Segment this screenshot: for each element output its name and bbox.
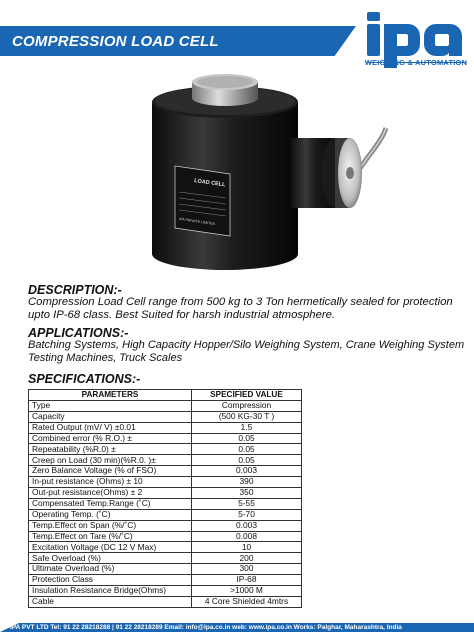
parameter-cell: Compensated Temp.Range (˚C)	[29, 498, 192, 509]
parameter-cell: Out-put resistance(Ohms) ± 2	[29, 488, 192, 499]
applications-line-2: Testing Machines, Truck Scales	[28, 352, 183, 364]
value-cell: 0.05	[192, 455, 302, 466]
table-row	[29, 433, 302, 444]
parameter-cell: Zero Balance Voltage (% of FSO)	[29, 466, 192, 477]
specifications-heading: SPECIFICATIONS:-	[28, 372, 141, 386]
value-cell: 0.003	[192, 520, 302, 531]
applications-heading: APPLICATIONS:-	[28, 326, 129, 340]
description-line-2: upto IP-68 class. Best Suited for harsh industrial atmosphere.	[28, 309, 336, 321]
parameter-cell: Protection Class	[29, 575, 192, 586]
parameter-cell: Rated Output (mV/ V) ±0.01	[29, 422, 192, 433]
parameter-cell: Ultimate Overload (%)	[29, 564, 192, 575]
value-cell: >1000 M	[192, 586, 302, 597]
table-row	[29, 466, 302, 477]
page-title: COMPRESSION LOAD CELL	[12, 33, 219, 50]
table-row	[29, 509, 302, 520]
table-row	[29, 531, 302, 542]
label-plate-maker: IPA PRIVATE LIMITED	[178, 217, 216, 227]
table-row	[29, 575, 302, 586]
table-row	[29, 488, 302, 499]
table-row	[29, 444, 302, 455]
value-cell: IP-68	[192, 575, 302, 586]
column-header-parameters: PARAMETERS	[29, 390, 192, 401]
table-header-row	[29, 390, 302, 401]
value-cell: 5-55	[192, 498, 302, 509]
footer-contact-text: IPA PVT LTD Tel: 91 22 28218288 | 91 22 28218289 Email: info@ipa.co.in web: www.ipa.co.in Works: Palghar, Maharashtra, India	[10, 624, 402, 631]
parameter-cell: Repeatability (%R.0) ±	[29, 444, 192, 455]
parameter-cell: Temp.Effect on Tare (%/˚C)	[29, 531, 192, 542]
value-cell: 200	[192, 553, 302, 564]
parameter-cell: In-put resistance (Ohms) ± 10	[29, 477, 192, 488]
logo-tagline: WEIGHING & AUTOMATION	[364, 58, 468, 67]
value-cell: 300	[192, 564, 302, 575]
description-line-1: Compression Load Cell range from 500 kg to 3 Ton hermetically sealed for protection	[28, 296, 453, 308]
table-row	[29, 455, 302, 466]
table-row	[29, 422, 302, 433]
value-cell: 0.05	[192, 433, 302, 444]
parameter-cell: Cable	[29, 596, 192, 607]
parameter-cell: Creep on Load (30 min)(%R.0. )±	[29, 455, 192, 466]
value-cell: 4 Core Shielded 4mtrs	[192, 596, 302, 607]
value-cell: Compression	[192, 400, 302, 411]
table-row	[29, 542, 302, 553]
table-row	[29, 411, 302, 422]
parameter-cell: Combined error (% R.O.) ±	[29, 433, 192, 444]
value-cell: 0.008	[192, 531, 302, 542]
table-row	[29, 586, 302, 597]
parameter-cell: Safe Overload (%)	[29, 553, 192, 564]
value-cell: 1.5	[192, 422, 302, 433]
label-plate-title: LOAD CELL	[193, 178, 226, 189]
value-cell: (500 KG-30 T )	[192, 411, 302, 422]
column-header-specified-value: SPECIFIED VALUE	[192, 390, 302, 401]
specifications-table	[28, 389, 302, 608]
table-row	[29, 596, 302, 607]
table-row	[29, 477, 302, 488]
table-row	[29, 553, 302, 564]
table-row	[29, 520, 302, 531]
table-row	[29, 400, 302, 411]
parameter-cell: Excitation Voltage (DC 12 V Max)	[29, 542, 192, 553]
table-row	[29, 498, 302, 509]
value-cell: 5-70	[192, 509, 302, 520]
parameter-cell: Capacity	[29, 411, 192, 422]
parameter-cell: Insulation Resistance Bridge(Ohms)	[29, 586, 192, 597]
parameter-cell: Temp.Effect on Span (%/˚C)	[29, 520, 192, 531]
parameter-cell: Operating Temp. (˚C)	[29, 509, 192, 520]
value-cell: 0.05	[192, 444, 302, 455]
value-cell: 350	[192, 488, 302, 499]
value-cell: 390	[192, 477, 302, 488]
compression-load-cell-image	[130, 68, 390, 280]
value-cell: 0.003	[192, 466, 302, 477]
description-heading: DESCRIPTION:-	[28, 283, 122, 297]
applications-line-1: Batching Systems, High Capacity Hopper/Silo Weighing System, Crane Weighing System	[28, 339, 465, 351]
table-row	[29, 564, 302, 575]
value-cell: 10	[192, 542, 302, 553]
parameter-cell: Type	[29, 400, 192, 411]
